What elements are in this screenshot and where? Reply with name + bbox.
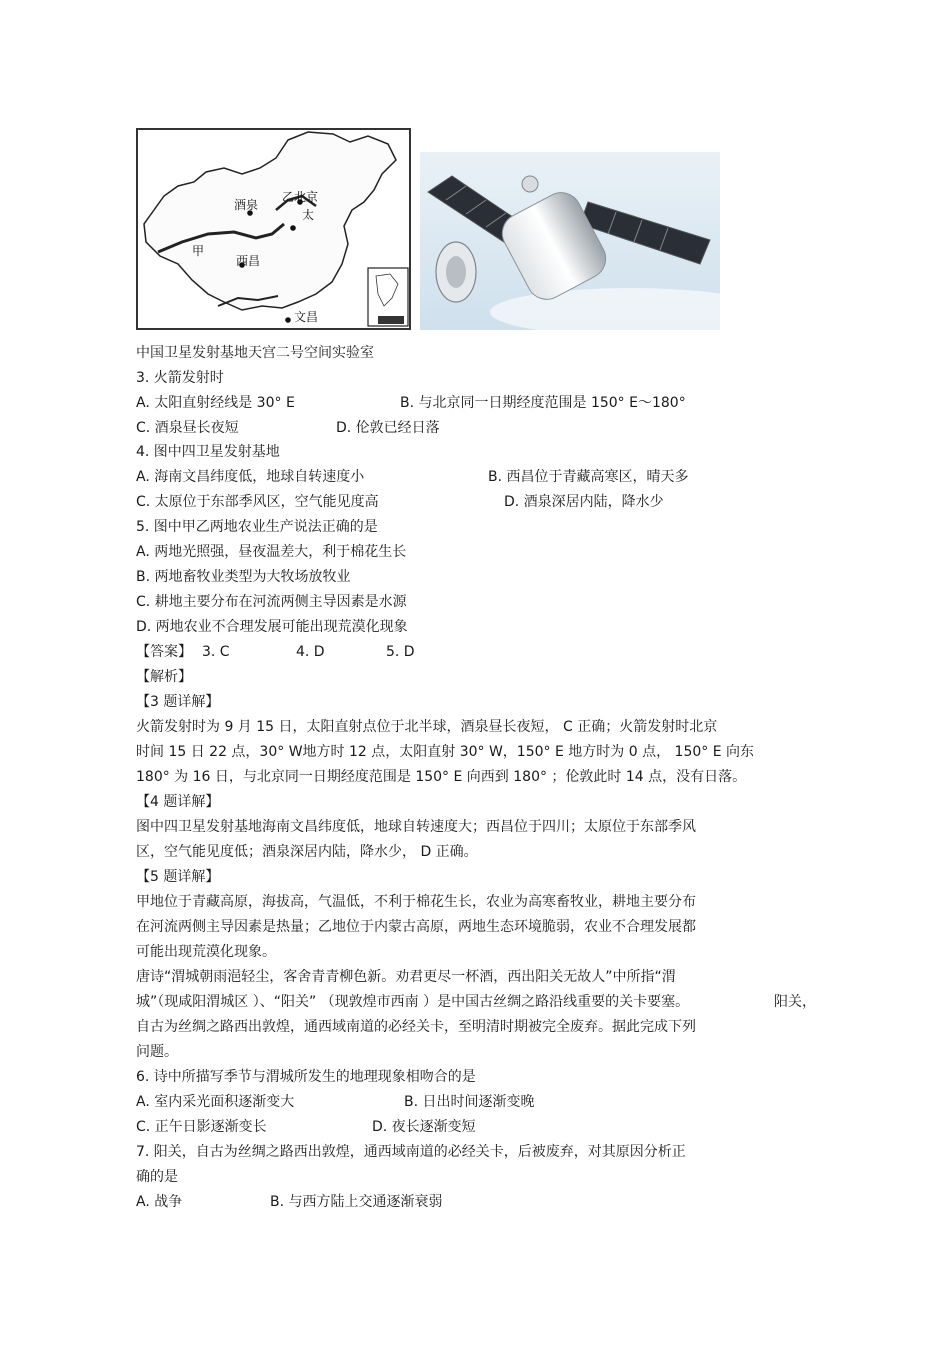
q6-option-d: D. 夜长逐渐变短 <box>372 1119 476 1135</box>
detail-4-title: 【4 题详解】 <box>136 794 220 810</box>
passage-line2-text: 城”（现咸阳渭城区 ）、“阳关” （现敦煌市西南 ）是中国古丝绸之路沿线重要的关卡要塞。 <box>136 994 690 1010</box>
label-xichang: 西昌 <box>236 254 261 268</box>
question-4-stem: 4. 图中四卫星发射基地 <box>136 444 280 460</box>
tiangong-illustration <box>420 152 720 330</box>
analysis-label: 【解析】 <box>136 669 192 685</box>
answer-label: 【答案】 <box>136 644 192 660</box>
question-6-stem: 6. 诗中所描写季节与渭城所发生的地理现象相吻合的是 <box>136 1069 476 1085</box>
q5-option-a: A. 两地光照强，昼夜温差大，利于棉花生长 <box>136 544 407 560</box>
china-map-figure <box>136 128 411 330</box>
question-7-stem-line2: 确的是 <box>136 1169 178 1185</box>
q5-option-c: C. 耕地主要分布在河流两侧主导因素是水源 <box>136 594 407 610</box>
q4-option-a: A. 海南文昌纬度低，地球自转速度小 <box>136 469 365 485</box>
answer-4: 4. D <box>296 644 325 660</box>
detail-5-line2: 在河流两侧主导因素是热量；乙地位于内蒙古高原，两地生态环境脆弱，农业不合理发展都 <box>136 919 696 935</box>
detail-5-title: 【5 题详解】 <box>136 869 220 885</box>
question-5-stem: 5. 图中甲乙两地农业生产说法正确的是 <box>136 519 378 535</box>
china-map-drawing <box>138 130 409 328</box>
answer-3: 3. C <box>202 644 230 660</box>
question-7-stem-line1: 7. 阳关，自古为丝绸之路西出敦煌，通西域南道的必经关卡，后被废弃，对其原因分析正 <box>136 1144 686 1160</box>
detail-3-line3: 180° 为 16 日，与北京同一日期经度范围是 150° E 向西到 180° ；伦敦此时 14 点，没有日落。 <box>136 769 747 785</box>
detail-5-line1: 甲地位于青藏高原，海拔高，气温低，不利于棉花生长，农业为高寒畜牧业，耕地主要分布 <box>136 894 696 910</box>
detail-4-line2: 区，空气能见度低；酒泉深居内陆，降水少， D 正确。 <box>136 844 478 860</box>
q6-option-c: C. 正午日影逐渐变长 <box>136 1119 267 1135</box>
passage-line4: 问题。 <box>136 1044 178 1060</box>
q3-option-a: A. 太阳直射经线是 30° E <box>136 395 295 411</box>
label-jia: 甲 <box>192 244 205 258</box>
passage-line1: 唐诗“渭城朝雨浥轻尘，客舍青青柳色新。劝君更尽一杯酒，西出阳关无故人”中所指“渭 <box>136 969 676 985</box>
q7-option-a: A. 战争 <box>136 1194 183 1210</box>
detail-5-line3: 可能出现荒漠化现象。 <box>136 944 276 960</box>
q4-option-c: C. 太原位于东部季风区，空气能见度高 <box>136 494 379 510</box>
q3-option-b: B. 与北京同一日期经度范围是 150° E～180° <box>400 395 686 411</box>
label-jiuquan: 酒泉 <box>234 198 259 212</box>
space-lab-photo <box>420 152 720 330</box>
q5-option-b: B. 两地畜牧业类型为大牧场放牧业 <box>136 569 351 585</box>
passage-line2-tail: 阳关， <box>774 994 816 1010</box>
label-wenchang: 文昌 <box>294 310 319 324</box>
label-beijing: 北京 <box>294 190 319 204</box>
q4-option-d: D. 酒泉深居内陆，降水少 <box>504 494 664 510</box>
detail-3-line1: 火箭发射时为 9 月 15 日，太阳直射点位于北半球，酒泉昼长夜短， C 正确；火箭发射时北京 <box>136 719 718 735</box>
figure-row <box>136 128 726 332</box>
q3-option-d: D. 伦敦已经日落 <box>336 420 440 436</box>
answer-5: 5. D <box>386 644 415 660</box>
q6-option-b: B. 日出时间逐渐变晚 <box>404 1094 535 1110</box>
q4-option-b: B. 西昌位于青藏高寒区，晴天多 <box>488 469 689 485</box>
q5-option-d: D. 两地农业不合理发展可能出现荒漠化现象 <box>136 619 408 635</box>
detail-4-line1: 图中四卫星发射基地海南文昌纬度低，地球自转速度大；西昌位于四川；太原位于东部季风 <box>136 819 696 835</box>
question-3-stem: 3. 火箭发射时 <box>136 370 224 386</box>
figure-caption: 中国卫星发射基地天宫二号空间实验室 <box>136 345 374 361</box>
q6-option-a: A. 室内采光面积逐渐变大 <box>136 1094 295 1110</box>
detail-3-title: 【3 题详解】 <box>136 694 220 710</box>
q7-option-b: B. 与西方陆上交通逐渐衰弱 <box>270 1194 443 1210</box>
label-yi: 乙 <box>282 190 295 204</box>
passage-line3: 自古为丝绸之路西出敦煌，通西域南道的必经关卡，至明清时期被完全废弃。据此完成下列 <box>136 1019 696 1035</box>
label-taiyuan: 太 <box>302 208 315 222</box>
q3-option-c: C. 酒泉昼长夜短 <box>136 420 239 436</box>
detail-3-line2: 时间 15 日 22 点，30° W地方时 12 点，太阳直射 30° W，150° E 地方时为 0 点， 150° E 向东 <box>136 744 755 760</box>
